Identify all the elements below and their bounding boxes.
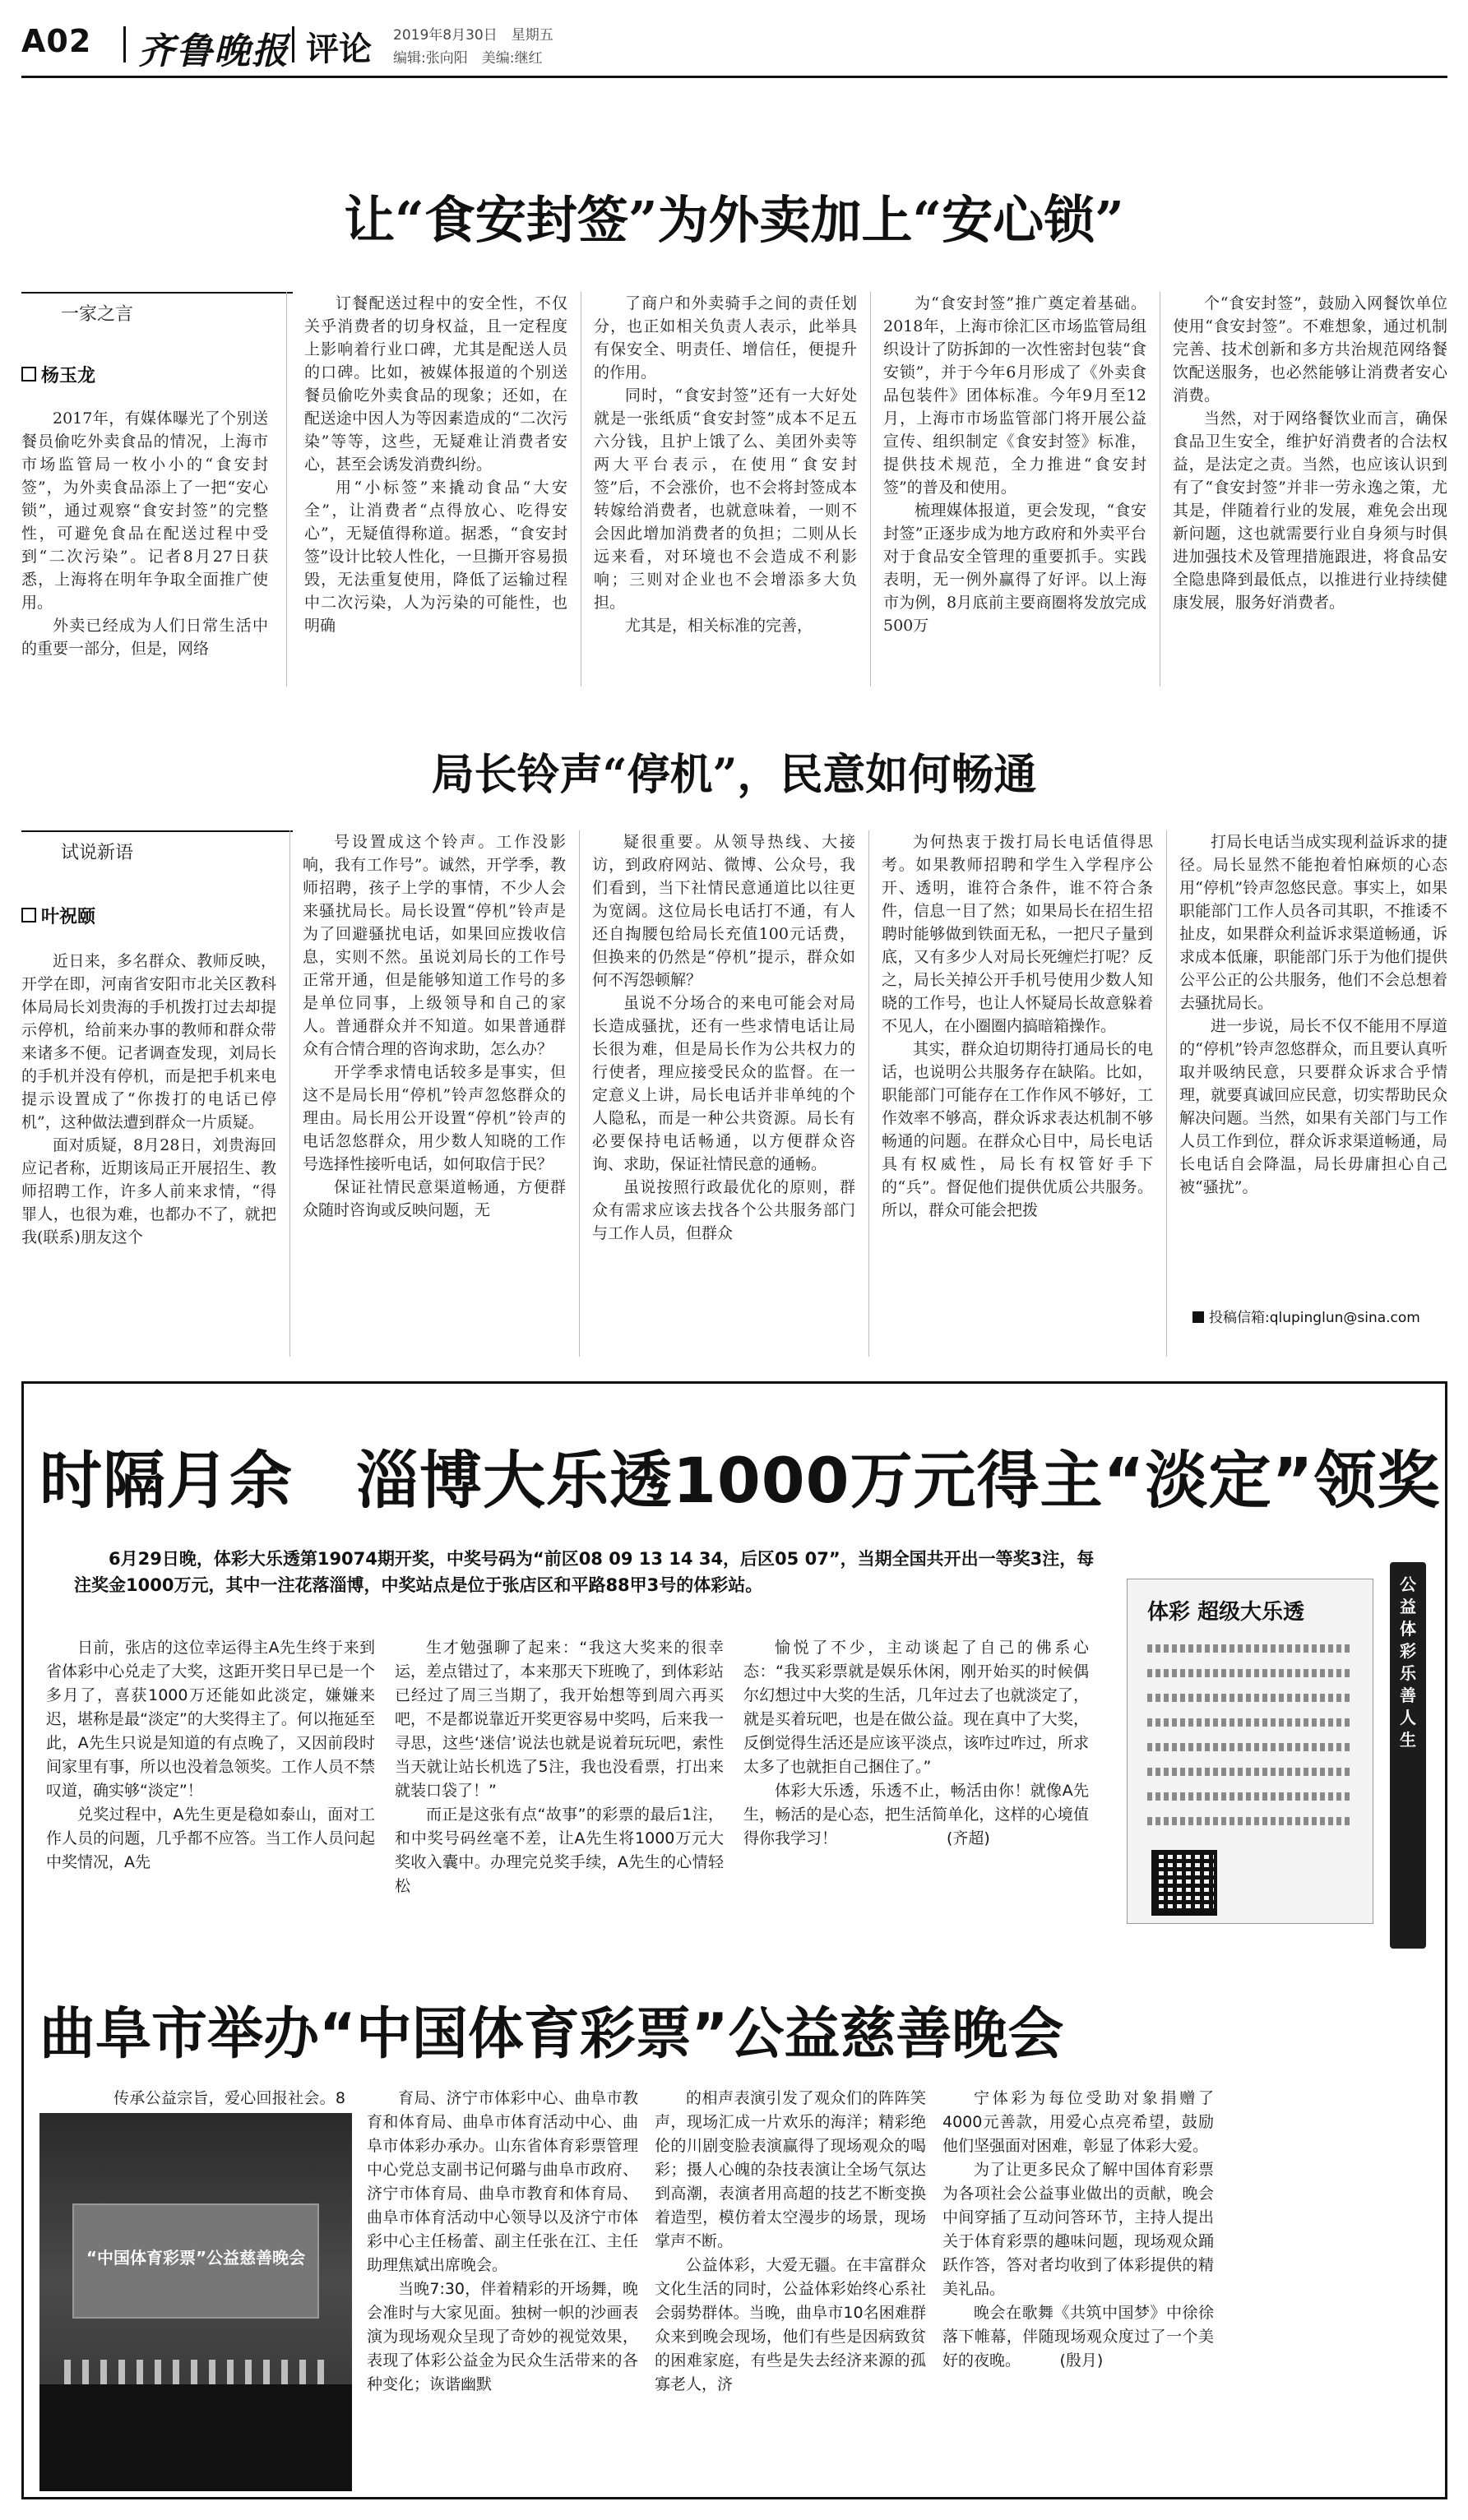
column-divider — [1166, 830, 1167, 1357]
issue-date: 2019年8月30日 星期五 — [393, 27, 553, 44]
stage-floor — [39, 2384, 352, 2491]
paragraph: 当晚7:30，伴着精彩的开场舞，晚会准时与大家见面。独树一帜的沙画表演为现场观众呈现了奇妙的视觉效果，表现了体彩公益金为民众生活带来的各种变化；诙谐幽默 — [367, 2280, 638, 2393]
article1-column-tag: 一家之言 — [21, 292, 293, 326]
paragraph: 体彩大乐透，乐透不止，畅活由你！就像A先生，畅活的是心态，把生活简单化，这样的心境值得你我学习！ (齐超) — [743, 1782, 1089, 1847]
ticket-print-line — [1147, 1817, 1353, 1825]
paragraph: 而正是这张有点“故事”的彩票的最后1注，和中奖号码丝毫不差，让A先生将1000万元大奖收入囊中。办理完兑奖手续，A先生的心情轻松 — [395, 1806, 724, 1895]
column-divider — [289, 830, 290, 1357]
masthead-divider — [123, 26, 126, 62]
paragraph: 进一步说，局长不仅不能用不厚道的“停机”铃声忽悠群众，而且要认真听取并吸纳民意，只要群众诉求合乎情理，就要真诚回应民意，切实帮助民众解决问题。当然，如果有关部门与工作人员工作到位，群众诉求渠道畅通，局长电话自会降温，局长毋庸担心自己被“骚扰”。 — [1179, 1017, 1447, 1196]
lottery-lead: 6月29日晚，体彩大乐透第19074期开奖，中奖号码为“前区08 09 13 14 34，后区05 07”，当期全国共开出一等奖3注，每注奖金1000万元，其中一注花落淄博，中奖站点是位于张店区和平路88甲3号的体彩站。 — [74, 1549, 1095, 1595]
lottery-slogan: 公益体彩 乐善人生 — [1400, 1574, 1416, 1750]
ticket-brand: 体彩 超级大乐透 — [1147, 1600, 1305, 1625]
gala-column-4 — [942, 2087, 1214, 2490]
masthead-divider — [292, 26, 294, 62]
gala-column-1 — [82, 2087, 345, 2113]
page-number: A02 — [21, 23, 92, 59]
article1-author: 杨玉龙 — [21, 362, 95, 387]
paragraph: 疑很重要。从领导热线、大接访，到政府网站、微博、公众号，我们看到，当下社情民意通道比以往更为宽阔。这位局长电话打不通，有人还自掏腰包给局长充值100元话费，但换来的仍然是“停机”提示，群众如何不泻怨顿解？ — [592, 833, 855, 989]
contribution-email: 投稿信箱:qlupinglun@sina.com — [1192, 1306, 1420, 1326]
newspaper-logo: 齐鲁晚报 — [138, 30, 289, 72]
article2-column-2 — [303, 830, 566, 1357]
paragraph: 同时，“食安封签”还有一大好处就是一张纸质“食安封签”成本不足五六分钱，且护上饿了么、美团外卖等两大平台表示，在使用“食安封签”后，不会涨价，也不会将封签成本转嫁给消费者，也就意味着，一则不会因此增加消费者的负担；二则从长远来看，对环境也不会造成不利影响；三则对企业也不会增添多大负担。 — [594, 386, 857, 612]
lottery-headline: 时隔月余 淄博大乐透1000万元得主“淡定”领奖 — [39, 1444, 1441, 1517]
paragraph: 传承公益宗旨，爱心回报社会。8 — [113, 2089, 345, 2107]
column-divider — [286, 292, 287, 687]
paragraph: 开学季求情电话较多是事实，但这不是局长用“停机”铃声忽悠群众的理由。局长用公开设置“停机”铃声的电话忽悠群众，用少数人知晓的工作号选择性接听电话，如何取信于民？ — [303, 1063, 566, 1173]
ticket-print-line — [1147, 1768, 1353, 1776]
paragraph: 晚会在歌舞《共筑中国梦》中徐徐落下帷幕，伴随现场观众度过了一个美好的夜晚。 (殷月) — [942, 2304, 1214, 2370]
paragraph: 兑奖过程中，A先生更是稳如泰山，面对工作人员的问题，几乎都不应答。当工作人员问起中奖情况，A先 — [46, 1806, 375, 1871]
paragraph: 的相声表演引发了观众们的阵阵笑声，现场汇成一片欢乐的海洋；精彩绝伦的川剧变脸表演赢得了现场观众的喝彩；摄人心魄的杂技表演让全场气氛达到高潮，表演者用高超的技艺不断变换着造型，模仿着太空漫步的场景，现场掌声不断。 — [655, 2089, 926, 2250]
section-title: 评论 — [306, 30, 372, 68]
article2-column-5 — [1179, 830, 1447, 1291]
paragraph: 公益体彩，大爱无疆。在丰富群众文化生活的同时，公益体彩始终心系社会弱势群体。当晚，曲阜市10名困难群众来到晚会现场，他们有些是因病致贫的困难家庭，有些是失去经济来源的孤寡老人，济 — [655, 2256, 926, 2393]
paragraph: 为“食安封签”推广奠定着基础。2018年，上海市徐汇区市场监管局组织设计了防拆卸的一次性密封包装“食安锁”，并于今年6月形成了《外卖食品包装件》团体标准。今年9月至12月，上海市市场监管部门将开展公益宣传、组织制定《食安封签》标准，提供技术规范，全力推进“食安封签”的普及和使用。 — [883, 294, 1146, 497]
article2-column-1 — [21, 950, 276, 1357]
paragraph: 虽说按照行政最优化的原则，群众有需求应该去找各个公共服务部门与工作人员，但群众 — [592, 1178, 855, 1242]
article2-column-3 — [592, 830, 855, 1357]
ticket-print-line — [1147, 1644, 1353, 1653]
article1-column-3 — [594, 292, 857, 687]
paragraph: 宁体彩为每位受助对象捐赠了4000元善款，用爱心点亮希望，鼓励他们坚强面对困难，彰显了体彩大爱。 — [942, 2089, 1214, 2155]
paragraph: 愉悦了不少，主动谈起了自己的佛系心态：“我买彩票就是娱乐休闲，刚开始买的时候偶尔幻想过中大奖的生活，几年过去了也就淡定了，就是买着玩吧，也是在做公益。现在真中了大奖，反倒觉得生活还是应该平淡点，该咋过咋过，所求太多了也就拒自己捆住了。” — [743, 1639, 1089, 1776]
paragraph: 面对质疑，8月28日，刘贵海回应记者称，近期该局正开展招生、教师招聘工作，许多人前来求情，“得罪人，也很为难，也都办不了，就把我(联系)朋友这个 — [21, 1136, 276, 1246]
article1-column-5 — [1173, 292, 1447, 687]
paragraph: 虽说不分场合的来电可能会对局长造成骚扰，还有一些求情电话让局长很为难，但是局长作为公共权力的行使者，理应接受民众的监督。在一定意义上讲，局长电话并非单纯的个人隐私，而是一种公共资源。局长有必要保持电话畅通，以方便群众咨询、求助，保证社情民意的通畅。 — [592, 994, 855, 1173]
paragraph: 2017年，有媒体曝光了个别送餐员偷吃外卖食品的情况，上海市市场监管局一枚小小的“食安封签”，为外卖食品添上了一把“安心锁”，通过观察“食安封签”的完整性，可避免食品在配送过程中受到“二次污染”。记者8月27日获悉，上海将在明年争取全面推广使用。 — [21, 409, 268, 612]
paragraph: 订餐配送过程中的安全性，不仅关乎消费者的切身权益，且一定程度上影响着行业口碑，尤其是配送人员的口碑。比如，被媒体报道的个别送餐员偷吃外卖食品的现象；还如，在配送途中因人为等因素造成的“二次污染”等等，这些，无疑难让消费者安心，甚至会诱发消费纠纷。 — [304, 294, 567, 474]
article2-headline: 局长铃声“停机”，民意如何畅通 — [431, 750, 1037, 800]
paragraph: 为何热衷于拨打局长电话值得思考。如果教师招聘和学生入学程序公开、透明，谁符合条件，谁不符合条件，信息一目了然；如果局长在招生招聘时能够做到铁面无私，一把尺子量到底，又有多少人对局长死缠烂打呢？反之，局长关掉公开手机号使用少数人知晓的工作号，也让人怀疑局长故意躲着不见人，在小圈圈内搞暗箱操作。 — [882, 833, 1153, 1035]
gala-column-2 — [367, 2087, 638, 2490]
paragraph: 用“小标签”来撬动食品“大安全”，让消费者“点得放心、吃得安心”，无疑值得称道。据悉，“食安封签”设计比较人性化，一旦撕开容易损毁，无法重复使用，降低了运输过程中二次污染，人为污染的可能性，也明确 — [304, 479, 567, 635]
paragraph: 日前，张店的这位幸运得主A先生终于来到省体彩中心兑走了大奖，这距开奖日早已是一个多月了，喜获1000万还能如此淡定，嫌嫌来迟，堪称是最“淡定”的大奖得主了。何以拖延至此，A先生只说是知道的有点晚了，又因前段时间家里有事，所以也没着急领奖。工作人员不禁叹道，确实够“淡定”！ — [46, 1639, 375, 1800]
ticket-print-line — [1147, 1694, 1353, 1702]
column-divider — [870, 292, 871, 687]
editor-credits: 编辑:张向阳 美编:继红 — [393, 50, 543, 67]
masthead-rule — [21, 76, 1447, 78]
article1-headline: 让“食安封签”为外卖加上“安心锁” — [344, 190, 1124, 250]
article2-column-tag: 试说新语 — [21, 830, 293, 864]
article1-column-2 — [304, 292, 567, 687]
ticket-print-line — [1147, 1743, 1353, 1751]
paragraph: 外卖已经成为人们日常生活中的重要一部分，但是，网络 — [21, 617, 268, 658]
lottery-column-1 — [46, 1636, 375, 1949]
lottery-slogan-band — [1390, 1562, 1426, 1949]
gala-column-3 — [655, 2087, 926, 2490]
article1-column-1 — [21, 407, 268, 682]
column-divider — [868, 830, 869, 1357]
ticket-print-line — [1147, 1669, 1353, 1677]
paragraph: 尤其是，相关标准的完善， — [625, 617, 813, 635]
paragraph: 保证社情民意渠道畅通，方便群众随时咨询或反映问题，无 — [303, 1178, 566, 1219]
paragraph: 打局长电话当成实现利益诉求的捷径。局长显然不能抱着怕麻烦的心态用“停机”铃声忽悠民意。事实上，如果职能部门工作人员各司其职，不推诿不扯皮，如果群众利益诉求渠道畅通，诉求成本低廉，职能部门乐于为他们提供公平公正的公共服务，他们不会总想着去骚扰局长。 — [1179, 833, 1447, 1012]
paragraph: 生才勉强聊了起来：“我这大奖来的很幸运，差点错过了，本来那天下班晚了，到体彩站已经过了周三当期了，我开始想等到周六再买吧，不是都说靠近开奖更容易中奖吗，后来我一寻思，这些‘迷信’说法也就是说着玩玩吧，索性当天就让站长机选了5注，我也没看票，打出来就装口袋了！” — [395, 1639, 724, 1800]
paragraph: 梳理媒体报道，更会发现，“食安封签”正逐步成为地方政府和外卖平台对于食品安全管理的重要抓手。实践表明，无一例外赢得了好评。以上海市为例，8月底前主要商圈将发放完成500万 — [883, 502, 1146, 635]
paragraph: 其实，群众迫切期待打通局长的电话，也说明公共服务存在缺陷。比如，职能部门可能存在工作作风不够好，工作效率不够高，群众诉求表达机制不够畅通的问题。在群众心目中，局长电话具有权威性，局长有权管好手下的“兵”。督促他们提供优质公共服务。所以，群众可能会把拨 — [882, 1040, 1153, 1219]
stage-banner-text: “中国体育彩票”公益慈善晚会 — [86, 2248, 306, 2268]
gala-photo — [39, 2113, 352, 2491]
ticket-print-line — [1147, 1718, 1353, 1727]
paragraph: 了商户和外卖骑手之间的责任划分，也正如相关负责人表示，此举具有保安全、明责任、增信任，便提升的作用。 — [594, 294, 857, 381]
paragraph: 个“食安封签”，鼓励入网餐饮单位使用“食安封签”。不难想象，通过机制完善、技术创新和多方共治规范网络餐饮配送服务，也必然能够让消费者安心消费。 — [1173, 294, 1447, 405]
ticket-qr-code — [1151, 1850, 1217, 1916]
article2-author: 叶祝颐 — [21, 903, 95, 928]
paragraph: 育局、济宁市体彩中心、曲阜市教育和体育局、曲阜市体育活动中心、曲阜市体彩办承办。山东省体育彩票管理中心党总支副书记何璐与曲阜市政府、济宁市体育局、曲阜市教育和体育局、曲阜市体育活动中心领导以及济宁市体彩中心主任杨蕾、副主任张在江、主任助理焦斌出席晚会。 — [367, 2089, 638, 2274]
ticket-print-line — [1147, 1792, 1353, 1801]
article2-column-4 — [882, 830, 1153, 1357]
gala-headline: 曲阜市举办“中国体育彩票”公益慈善晚会 — [39, 2002, 1064, 2067]
paragraph: 为了让更多民众了解中国体育彩票为各项社会公益事业做出的贡献，晚会中间穿插了互动问答环节，主持人提出关于体育彩票的趣味问题，现场观众踊跃作答，答对者均收到了体彩提供的精美礼品。 — [942, 2161, 1214, 2298]
paragraph: 当然，对于网络餐饮业而言，确保食品卫生安全，维护好消费者的合法权益，是法定之责。当然，也应该认识到有了“食安封签”并非一劳永逸之策，尤其是，伴随着行业的发展，难免会出现新问题，这也就需要行业自身须与时俱进加强技术及管理措施跟进，将食品安全隐患降到最低点，以推进行业持续健康发展，服务好消费者。 — [1173, 409, 1447, 612]
lottery-column-3 — [743, 1636, 1089, 1949]
column-divider — [579, 830, 580, 1357]
article1-column-4 — [883, 292, 1146, 687]
paragraph: 号设置成这个铃声。工作没影响，我有工作号”。诚然，开学季，教师招聘，孩子上学的事情，不少人会来骚扰局长。局长设置“停机”铃声是为了回避骚扰电话，如果回应拨收信息，实则不然。虽说刘局长的工作号正常开通，但是能够知道工作号的多是单位同事，上级领导和自己的家人。普通群众并不知道。如果普通群众有合情合理的咨询求助，怎么办？ — [303, 833, 566, 1058]
paragraph: 近日来，多名群众、教师反映，开学在即，河南省安阳市北关区教科体局局长刘贵海的手机拨打过去却提示停机，给前来办事的教师和群众带来诸多不便。记者调查发现，刘局长的手机并没有停机，而是把手机来电提示设置成了“你拨打的电话已停机”，这种做法遭到群众一片质疑。 — [21, 952, 276, 1131]
lottery-column-2 — [395, 1636, 724, 1949]
